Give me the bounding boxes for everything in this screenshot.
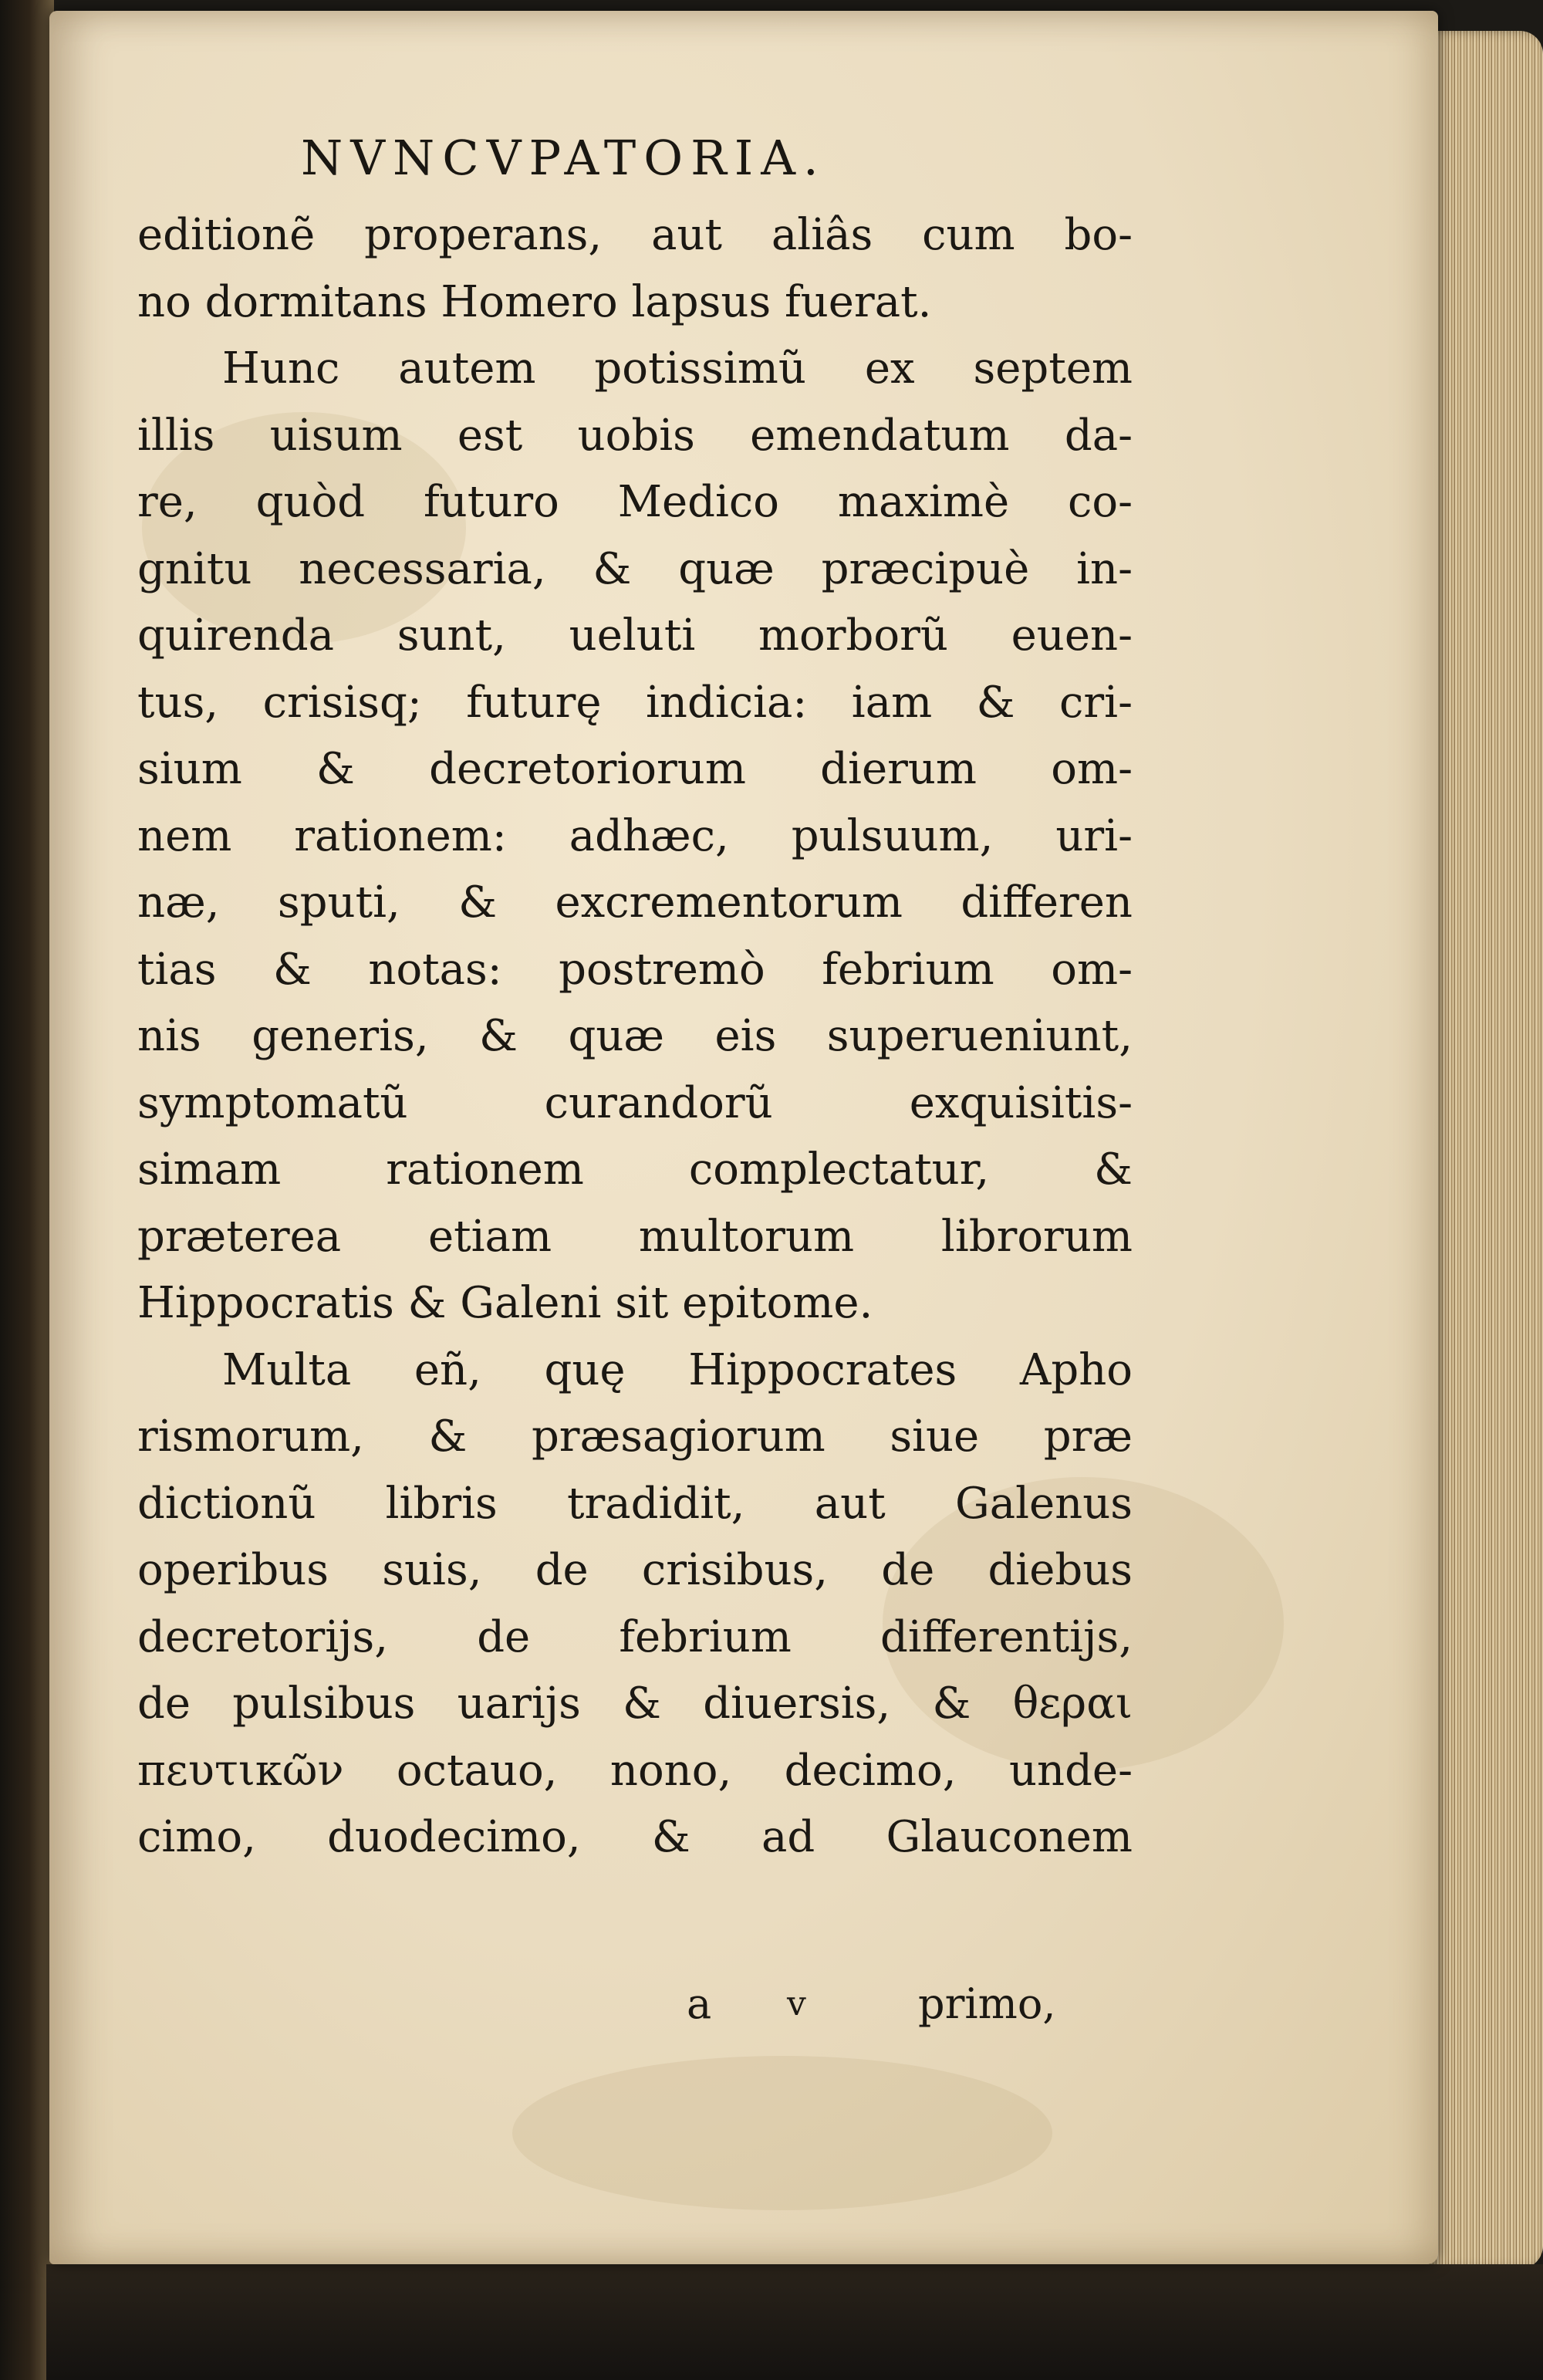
paper-stain (512, 2056, 1052, 2210)
binding-edge (0, 0, 54, 2380)
running-header: NVNCVPATORIA. (301, 130, 826, 186)
text-line: dictionũ libris tradidit, aut Galenus (137, 1478, 1133, 1529)
text-line: sium & decretoriorum dierum om- (137, 744, 1133, 794)
text-line: de pulsibus uarijs & diuersis, & θεραι (137, 1679, 1133, 1729)
text-line: nis generis, & quæ eis superueniunt, (137, 1011, 1133, 1061)
text-line: rismorum, & præsagiorum siue præ (137, 1411, 1133, 1462)
text-line: Hunc autem potissimũ ex septem (222, 343, 1133, 394)
text-line: editionẽ properans, aut aliâs cum bo- (137, 210, 1133, 260)
text-line: πευτικῶν octauo, nono, decimo, unde- (137, 1745, 1133, 1796)
text-line: operibus suis, de crisibus, de diebus (137, 1545, 1133, 1595)
text-line: præterea etiam multorum librorum (137, 1211, 1133, 1262)
text-line: decretorijs, de febrium differentijs, (137, 1611, 1133, 1662)
text-line: no dormitans Homero lapsus fuerat. (137, 276, 932, 327)
text-line: illis uisum est uobis emendatum da- (137, 410, 1133, 461)
signature-mark: a (687, 1979, 712, 2028)
body-text (137, 202, 1133, 1871)
page-fore-edge (1427, 31, 1543, 2269)
text-line: tias & notas: postremò febrium om- (137, 944, 1133, 995)
text-line: Multa eñ, quę Hippocrates Apho (222, 1344, 1133, 1395)
text-line: gnitu necessaria, & quæ præcipuè in- (137, 543, 1133, 594)
text-line: symptomatũ curandorũ exquisitis- (137, 1077, 1133, 1128)
text-line: Hippocratis & Galeni sit epitome. (137, 1278, 873, 1328)
book-bottom-shadow (46, 2264, 1543, 2380)
text-line: nem rationem: adhæc, pulsuum, uri- (137, 810, 1133, 861)
catchword: primo, (918, 1979, 1056, 2028)
text-line: cimo, duodecimo, & ad Glauconem (137, 1812, 1133, 1862)
text-line: quirenda sunt, ueluti morborũ euen- (137, 610, 1133, 661)
text-line: re, quòd futuro Medico maximè co- (137, 477, 1133, 527)
text-line: tus, crisisq; futurę indicia: iam & cri- (137, 677, 1133, 728)
text-line: simam rationem complectatur, & (137, 1144, 1133, 1195)
signature-number: v (787, 1984, 806, 2023)
text-line: næ, sputi, & excrementorum differen (137, 877, 1133, 928)
